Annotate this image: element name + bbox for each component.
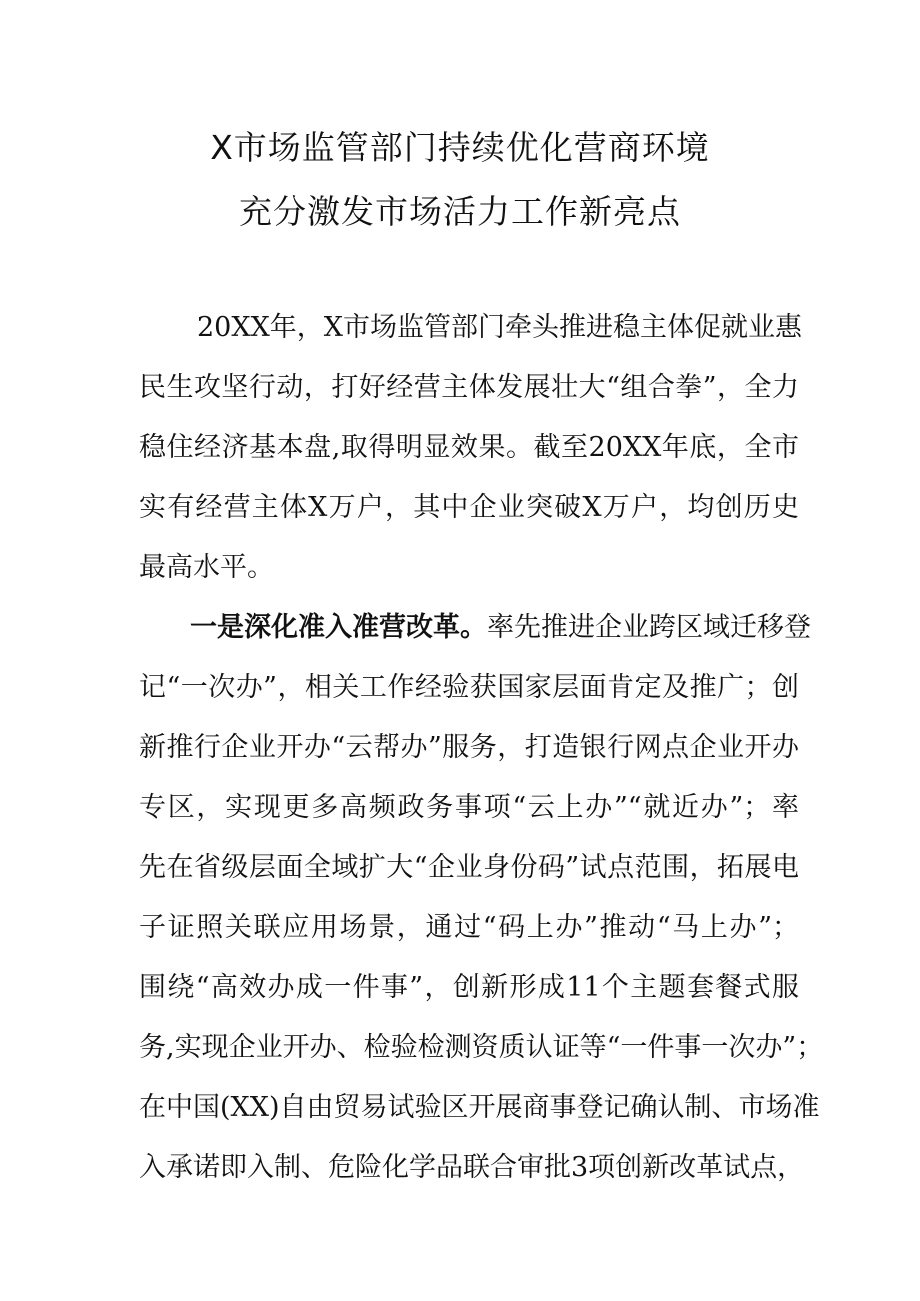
paragraph-1-line: 20XX年，X市场监管部门牵头推进稳主体促就业惠	[197, 312, 803, 343]
paragraph-2-line: 专区，实现更多高频政务事项“云上办”“就近办”；率	[139, 792, 799, 823]
paragraph-1-line: 最高水平。	[139, 552, 274, 583]
paragraph-2-line: 入承诺即入制、危险化学品联合审批3项创新改革试点，	[139, 1152, 805, 1183]
paragraph-1-line: 稳住经济基本盘,取得明显效果。截至20XX年底，全市	[139, 432, 799, 463]
paragraph-2-first-line	[190, 608, 811, 648]
paragraph-2-first-rest: 率先推进企业跨区域迁移登	[487, 612, 811, 643]
paragraph-2-line: 先在省级层面全域扩大“企业身份码”试点范围，拓展电	[139, 852, 799, 883]
paragraph-2-line: 新推行企业开办“云帮办”服务，打造银行网点企业开办	[139, 732, 799, 763]
paragraph-2-lead: 一是深化准入准营改革。	[190, 612, 487, 643]
paragraph-2-line: 子证照关联应用场景，通过“码上办”推动“马上办”；	[139, 912, 799, 943]
paragraph-2-line: 务,实现企业开办、检验检测资质认证等“一件事一次办”；	[139, 1032, 824, 1063]
paragraph-2-line: 记“一次办”，相关工作经验获国家层面肯定及推广；创	[139, 672, 799, 703]
paragraph-2-line: 在中国(XX)自由贸易试验区开展商事登记确认制、市场准	[139, 1092, 820, 1123]
document-title-line-2: 充分激发市场活力工作新亮点	[239, 192, 681, 231]
paragraph-1-line: 民生攻坚行动，打好经营主体发展壮大“组合拳”，全力	[139, 372, 799, 403]
paragraph-2-line: 围绕“高效办成一件事”，创新形成11个主题套餐式服	[139, 972, 799, 1003]
document-title-line-1: X市场监管部门持续优化营商环境	[210, 128, 710, 167]
paragraph-1-line: 实有经营主体X万户，其中企业突破X万户，均创历史	[139, 492, 799, 523]
